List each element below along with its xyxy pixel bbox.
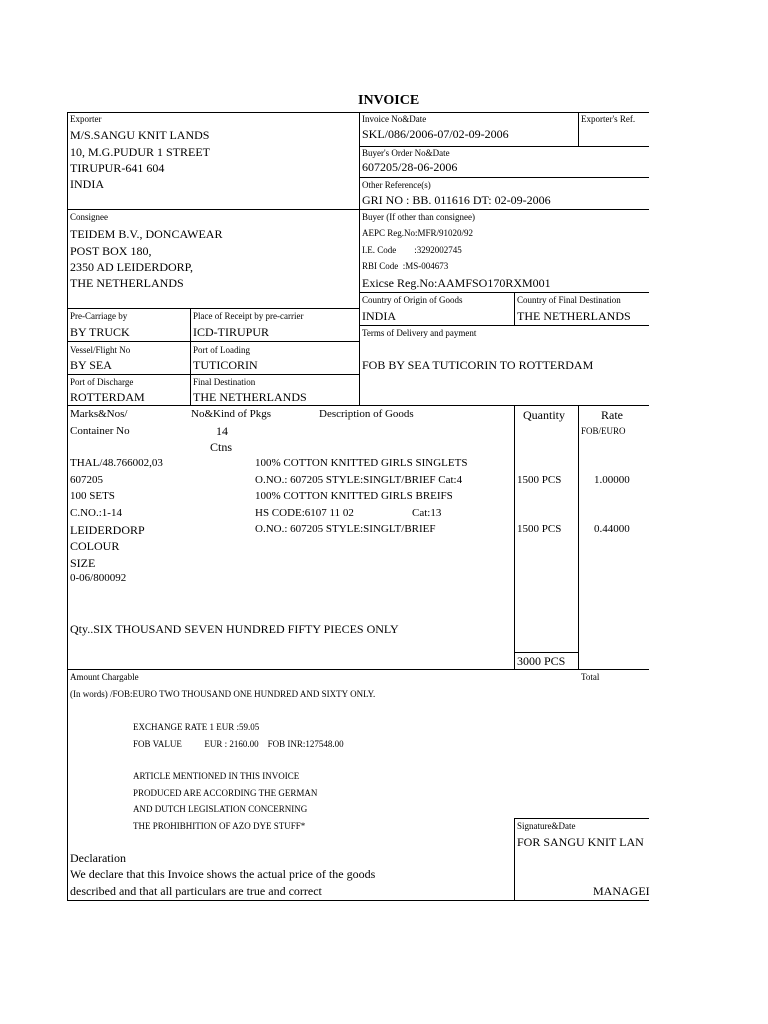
declaration-text: We declare that this Invoice shows the actual price of the goods: [70, 867, 376, 881]
marks-line: SIZE: [70, 556, 96, 570]
divider: [67, 405, 649, 406]
final-dest-value: THE NETHERLANDS: [193, 390, 307, 404]
description-header: Description of Goods: [319, 408, 414, 420]
signature-company: FOR SANGU KNIT LAN: [517, 835, 644, 849]
port-discharge-value: ROTTERDAM: [70, 390, 145, 404]
signature-title: MANAGEI: [593, 884, 650, 898]
divider-vertical: [514, 405, 515, 670]
quantity-header: Quantity: [523, 408, 565, 422]
divider-vertical: [514, 292, 515, 326]
consignee-line: 2350 AD LEIDERDORP,: [70, 260, 194, 274]
consignee-line: TEIDEM B.V., DONCAWEAR: [70, 227, 223, 241]
divider: [67, 341, 359, 342]
rate-unit: FOB/EURO: [581, 426, 626, 436]
divider-vertical: [359, 112, 360, 406]
amount-in-words: (In words) /FOB:EURO TWO THOUSAND ONE HUNDRED AND SIXTY ONLY.: [70, 689, 376, 699]
qty-in-words: Qty..SIX THOUSAND SEVEN HUNDRED FIFTY PIECES ONLY: [70, 622, 399, 636]
divider-vertical: [514, 818, 515, 901]
invoice-no-label: Invoice No&Date: [362, 114, 427, 124]
pkgs-unit: Ctns: [210, 440, 233, 454]
marks-line: LEIDERDORP: [70, 523, 145, 537]
country-origin-value: INDIA: [362, 309, 396, 323]
port-loading-label: Port of Loading: [193, 345, 250, 355]
article-line: AND DUTCH LEGISLATION CONCERNING: [133, 804, 308, 814]
terms-value: FOB BY SEA TUTICORIN TO ROTTERDAM: [362, 358, 594, 372]
article-line: THE PROHIBHITION OF AZO DYE STUFF*: [133, 821, 306, 831]
bottom-border: [67, 900, 649, 901]
item-description: HS CODE:6107 11 02: [255, 507, 354, 519]
buyer-label: Buyer (If other than consignee): [362, 212, 475, 222]
pkgs-header: No&Kind of Pkgs: [191, 408, 272, 420]
exporter-line: M/S.SANGU KNIT LANDS: [70, 128, 210, 142]
marks-line: C.NO.:1-14: [70, 507, 122, 519]
country-origin-label: Country of Origin of Goods: [362, 295, 463, 305]
divider: [67, 308, 359, 309]
buyers-order-value: 607205/28-06-2006: [362, 160, 458, 174]
marks-line: 607205: [70, 474, 103, 486]
place-receipt-label: Place of Receipt by pre-carrier: [193, 311, 304, 321]
fob-value: FOB VALUE EUR : 2160.00 FOB INR:127548.00: [133, 739, 344, 749]
item-quantity: 1500 PCS: [517, 523, 562, 535]
exporter-label: Exporter: [70, 114, 102, 124]
marks-line: 100 SETS: [70, 490, 115, 502]
container-header: Container No: [70, 425, 130, 437]
marks-line: COLOUR: [70, 539, 120, 553]
divider: [67, 669, 649, 670]
item-description: O.NO.: 607205 STYLE:SINGLT/BRIEF: [255, 523, 436, 535]
buyer-ie-code: I.E. Code :3292002745: [362, 245, 462, 255]
vessel-value: BY SEA: [70, 358, 112, 372]
divider: [359, 292, 649, 293]
divider-vertical: [578, 112, 579, 147]
left-border: [67, 112, 68, 901]
divider: [359, 177, 649, 178]
country-dest-value: THE NETHERLANDS: [517, 309, 631, 323]
total-quantity: 3000 PCS: [517, 654, 566, 668]
other-ref-label: Other Reference(s): [362, 180, 431, 190]
consignee-line: THE NETHERLANDS: [70, 276, 184, 290]
pre-carriage-value: BY TRUCK: [70, 325, 130, 339]
declaration-text: described and that all particulars are true and correct: [70, 884, 322, 898]
article-line: PRODUCED ARE ACCORDING THE GERMAN: [133, 788, 318, 798]
pre-carriage-label: Pre-Carriage by: [70, 311, 128, 321]
exporter-line: TIRUPUR-641 604: [70, 161, 165, 175]
other-ref-value: GRI NO : BB. 011616 DT: 02-09-2006: [362, 193, 551, 207]
total-label: Total: [581, 672, 600, 682]
item-description: 100% COTTON KNITTED GIRLS SINGLETS: [255, 457, 468, 469]
consignee-line: POST BOX 180,: [70, 244, 152, 258]
top-border: [67, 112, 649, 113]
final-dest-label: Final Destination: [193, 377, 256, 387]
divider: [514, 818, 649, 819]
declaration-label: Declaration: [70, 851, 126, 865]
buyer-aepc: AEPC Reg.No:MFR/91020/92: [362, 228, 474, 238]
item-quantity: 1500 PCS: [517, 474, 562, 486]
rate-header: Rate: [601, 408, 623, 422]
marks-line: 0-06/800092: [70, 572, 127, 584]
terms-label: Terms of Delivery and payment: [362, 328, 477, 338]
marks-line: THAL/48.766002,03: [70, 457, 163, 469]
item-rate: 1.00000: [594, 474, 630, 486]
port-loading-value: TUTICORIN: [193, 358, 258, 372]
item-category: Cat:13: [412, 507, 442, 519]
article-line: ARTICLE MENTIONED IN THIS INVOICE: [133, 771, 300, 781]
buyer-excise: Exicse Reg.No:AAMFSO170RXM001: [362, 276, 551, 290]
buyer-rbi-code: RBI Code :MS-004673: [362, 261, 449, 271]
signature-label: Signature&Date: [517, 821, 576, 831]
divider: [359, 146, 649, 147]
item-rate: 0.44000: [594, 523, 630, 535]
item-description: O.NO.: 607205 STYLE:SINGLT/BRIEF Cat:4: [255, 474, 463, 486]
place-receipt-value: ICD-TIRUPUR: [193, 325, 270, 339]
page-title: INVOICE: [358, 93, 420, 108]
divider: [67, 374, 359, 375]
exporter-line: 10, M.G.PUDUR 1 STREET: [70, 145, 211, 159]
exporter-line: INDIA: [70, 177, 104, 191]
marks-header: Marks&Nos/: [70, 408, 128, 420]
divider-vertical: [578, 405, 579, 670]
pkgs-count: 14: [216, 424, 228, 438]
item-description: 100% COTTON KNITTED GIRLS BREIFS: [255, 490, 453, 502]
port-discharge-label: Port of Discharge: [70, 377, 134, 387]
exchange-rate: EXCHANGE RATE 1 EUR :59.05: [133, 722, 260, 732]
consignee-label: Consignee: [70, 212, 108, 222]
country-dest-label: Country of Final Destination: [517, 295, 621, 305]
divider: [67, 209, 649, 210]
invoice-no-value: SKL/086/2006-07/02-09-2006: [362, 127, 509, 141]
vessel-label: Vessel/Flight No: [70, 345, 131, 355]
buyers-order-label: Buyer's Order No&Date: [362, 148, 450, 158]
divider-vertical: [190, 308, 191, 406]
exporters-ref-label: Exporter's Ref.: [581, 114, 636, 124]
amount-label: Amount Chargable: [70, 672, 139, 682]
total-qty-line: [514, 652, 579, 653]
divider: [359, 325, 649, 326]
